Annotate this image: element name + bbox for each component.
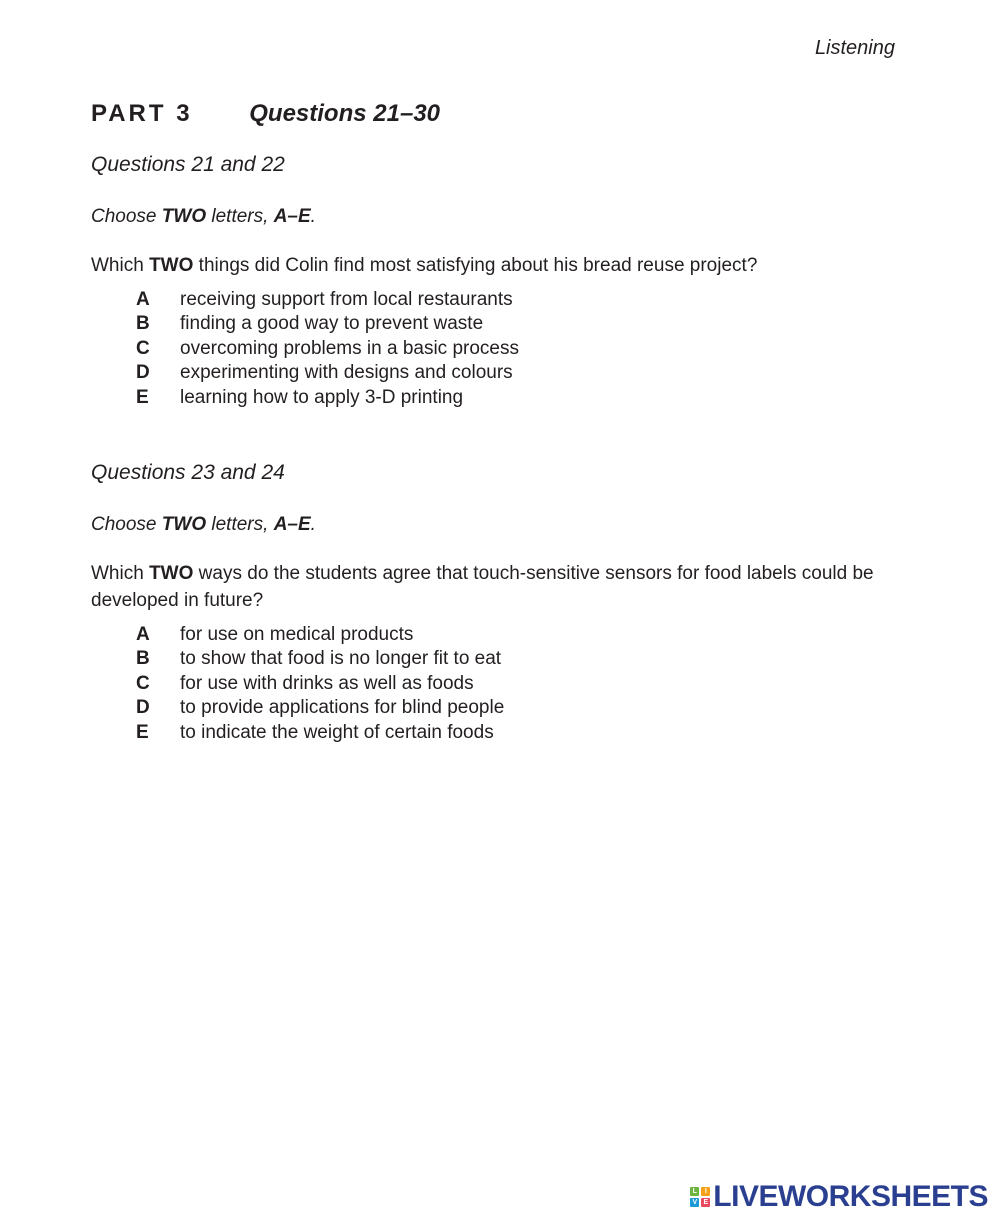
option-text: for use with drinks as well as foods xyxy=(180,672,474,694)
question-group-21-22 xyxy=(91,152,891,410)
question-text: Which TWO things did Colin find most satisfying about his bread reuse project? xyxy=(91,255,758,276)
group-instruction: Choose TWO letters, A–E. xyxy=(91,514,316,535)
option-letter: B xyxy=(136,313,150,335)
option-b[interactable] xyxy=(91,647,891,671)
option-text: to indicate the weight of certain foods xyxy=(180,721,494,743)
liveworksheets-logo[interactable] xyxy=(690,1180,988,1214)
option-letter: D xyxy=(136,697,150,719)
option-list xyxy=(91,623,891,745)
option-text: finding a good way to prevent waste xyxy=(180,313,484,335)
group-instruction: Choose TWO letters, A–E. xyxy=(91,206,316,227)
option-letter: E xyxy=(136,721,149,743)
logo-mark-icon xyxy=(690,1187,710,1207)
option-c[interactable] xyxy=(91,672,891,696)
logo-wordmark: LIVEWORKSHEETS xyxy=(713,1180,988,1213)
option-text: to show that food is no longer fit to eat xyxy=(180,648,502,670)
part-label: PART 3 xyxy=(91,100,193,127)
option-c[interactable] xyxy=(91,337,891,361)
option-letter: A xyxy=(136,624,150,645)
option-text: overcoming problems in a basic process xyxy=(180,337,519,359)
logo-tile: L xyxy=(690,1187,699,1196)
option-d[interactable] xyxy=(91,696,891,720)
section-tag: Listening xyxy=(814,37,895,59)
option-list xyxy=(91,288,891,410)
option-letter: A xyxy=(136,289,150,310)
logo-tile: E xyxy=(701,1198,710,1207)
option-text: experimenting with designs and colours xyxy=(180,362,513,384)
group-title: Questions 23 and 24 xyxy=(91,461,285,484)
option-letter: C xyxy=(136,672,150,694)
option-text: for use on medical products xyxy=(180,624,414,645)
option-letter: E xyxy=(136,386,149,408)
option-letter: D xyxy=(136,362,150,384)
option-letter: C xyxy=(136,337,150,359)
question-group-23-24 xyxy=(91,460,891,745)
logo-tile: V xyxy=(690,1198,699,1207)
question-text: Which TWO ways do the students agree that touch-sensitive sensors for food labels could be developed in future? xyxy=(91,563,874,611)
option-b[interactable] xyxy=(91,312,891,336)
option-e[interactable] xyxy=(91,721,891,745)
option-text: learning how to apply 3-D printing xyxy=(180,386,464,408)
option-a[interactable] xyxy=(91,288,891,312)
option-e[interactable] xyxy=(91,386,891,410)
option-d[interactable] xyxy=(91,361,891,385)
group-title: Questions 21 and 22 xyxy=(91,153,285,176)
option-text: to provide applications for blind people xyxy=(180,697,505,719)
part-question-range: Questions 21–30 xyxy=(249,100,441,127)
logo-tile: I xyxy=(701,1187,710,1196)
option-letter: B xyxy=(136,648,150,670)
option-a[interactable] xyxy=(91,623,891,647)
part-heading xyxy=(91,100,440,128)
option-text: receiving support from local restaurants xyxy=(180,289,513,310)
